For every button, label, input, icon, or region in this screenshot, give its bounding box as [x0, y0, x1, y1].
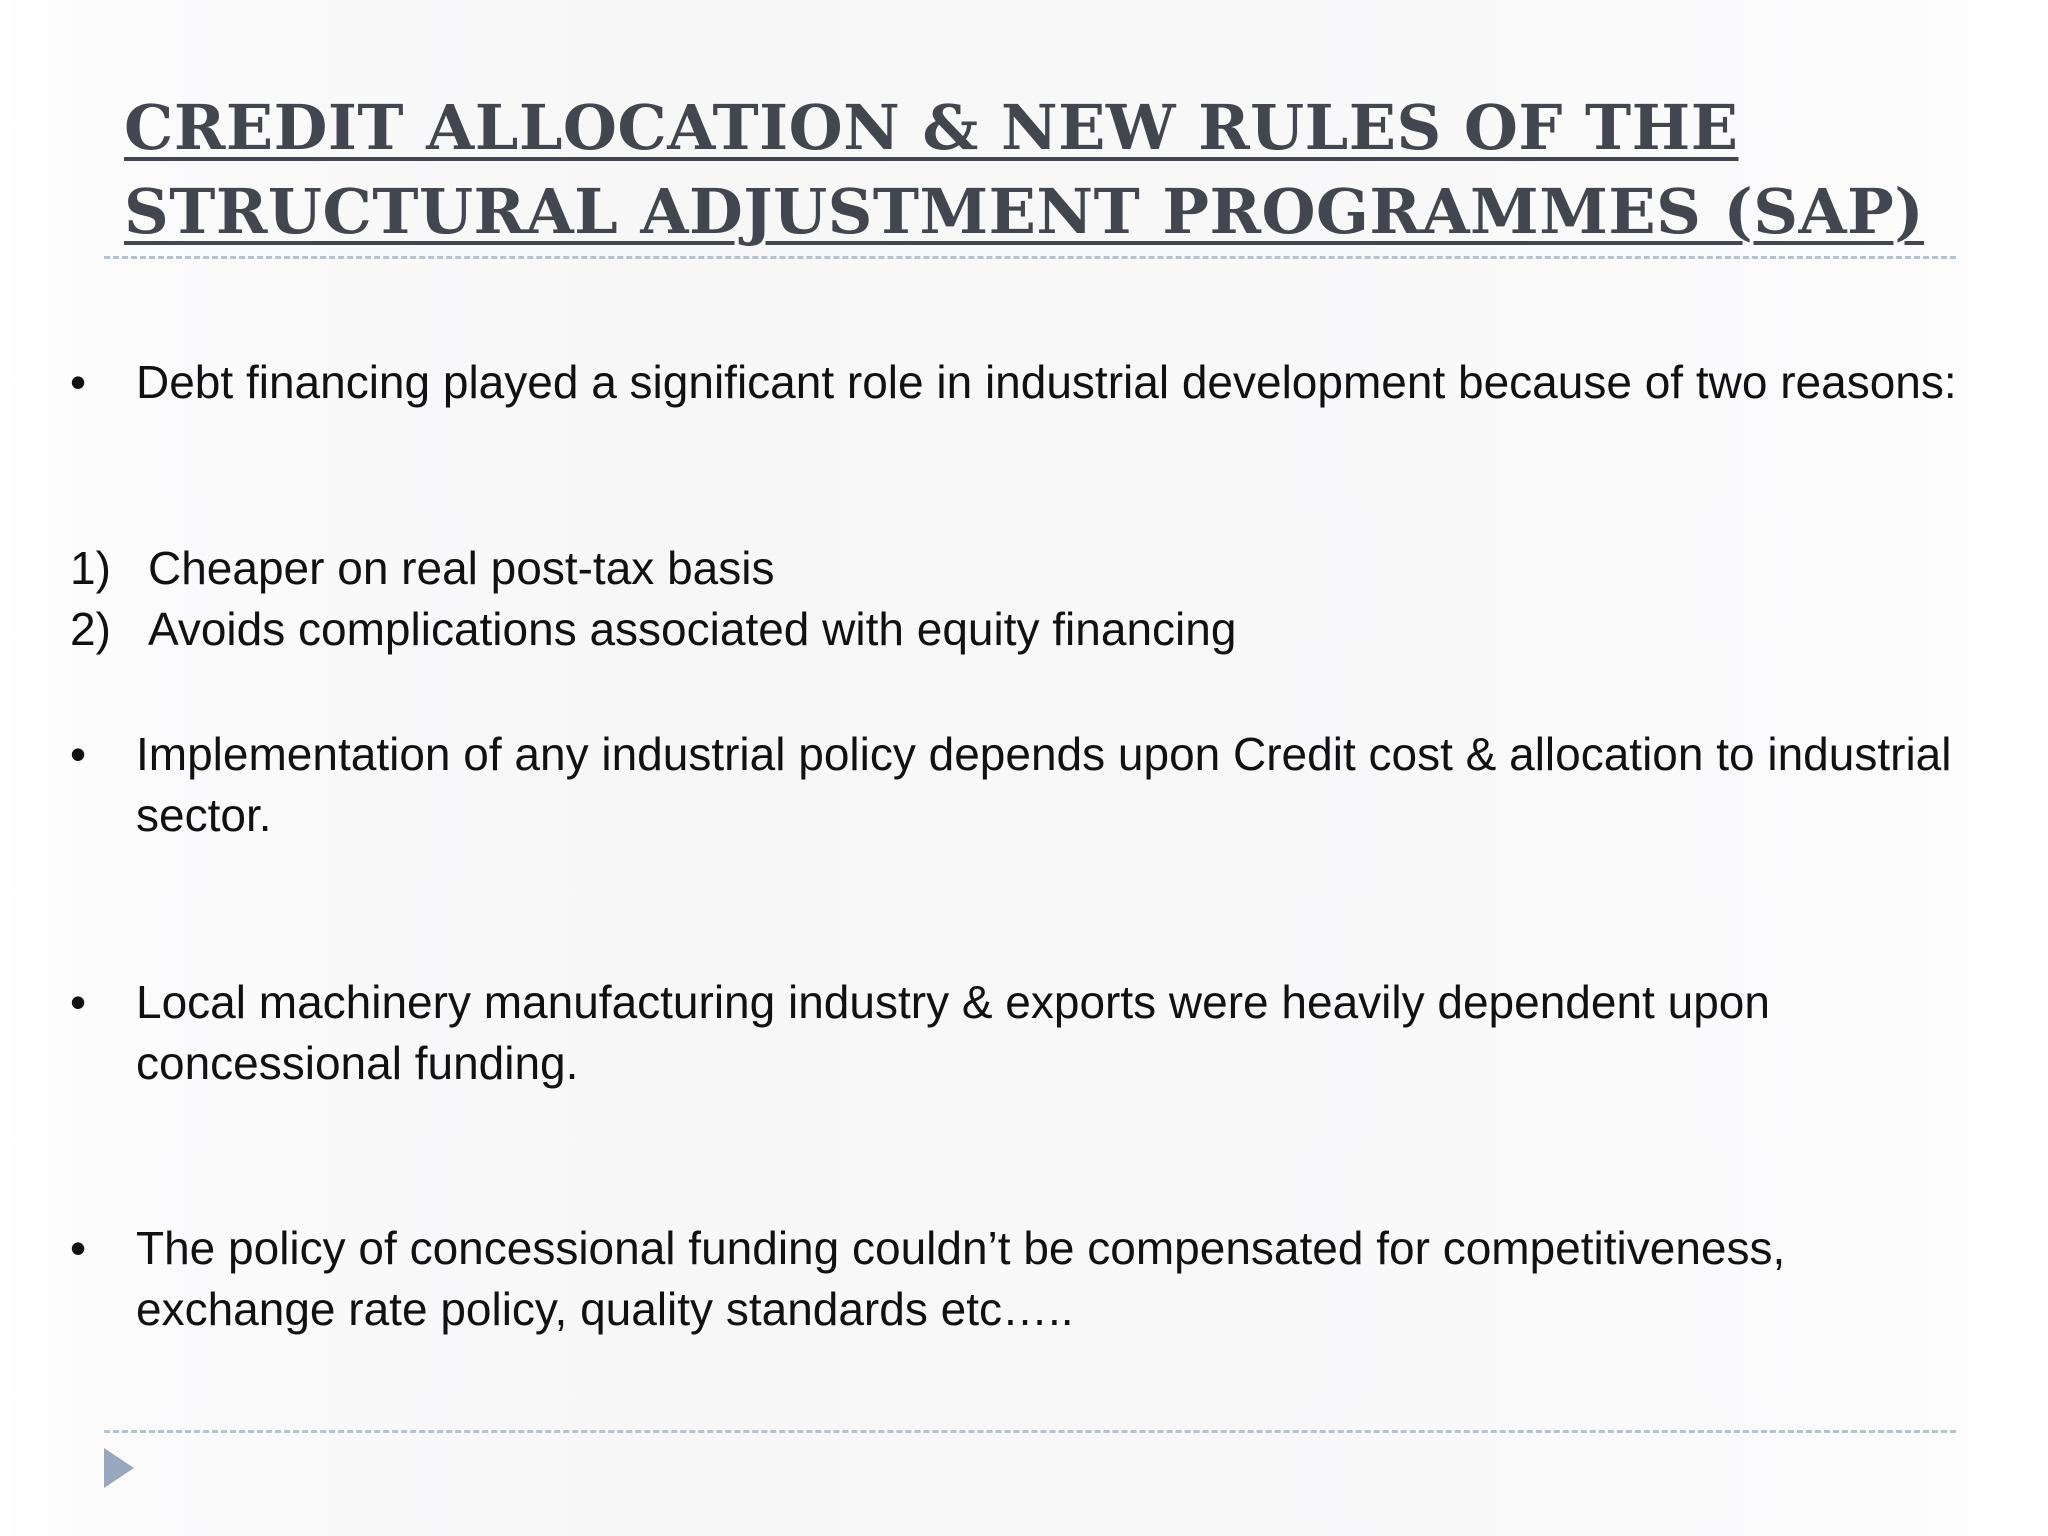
numbered-text: Cheaper on real post-tax basis	[148, 542, 775, 594]
bottom-divider	[104, 1430, 1956, 1433]
number-marker: 2)	[70, 603, 111, 655]
top-divider	[104, 256, 1956, 259]
bullet-marker: •	[70, 728, 87, 780]
numbered-item-2	[70, 599, 1970, 660]
bullet-text: Local machinery manufacturing industry & exports were heavily dependent upon concessional funding.	[136, 976, 1770, 1089]
title-line-2: STRUCTURAL ADJUSTMENT PROGRAMMES (SAP)	[124, 175, 1925, 248]
number-marker: 1)	[70, 542, 111, 594]
bullet-item-concessional-policy	[70, 1218, 1970, 1340]
numbered-item-1	[70, 538, 1970, 599]
title-line-1: CREDIT ALLOCATION & NEW RULES OF THE	[124, 91, 1739, 164]
play-arrow-icon[interactable]	[102, 1446, 136, 1490]
bullet-item-local-machinery	[70, 972, 1970, 1094]
bullet-text: The policy of concessional funding couldn’t be compensated for competitiveness, exchange rate policy, quality standards etc…..	[136, 1222, 1786, 1335]
numbered-text: Avoids complications associated with equity financing	[148, 603, 1237, 655]
slide-title	[124, 86, 1984, 254]
bullet-item-implementation	[70, 724, 1970, 846]
bullet-marker: •	[70, 976, 87, 1028]
bullet-text: Debt financing played a significant role in industrial development because of two reasons:	[136, 356, 1957, 408]
bullet-marker: •	[70, 356, 87, 408]
bullet-text: Implementation of any industrial policy depends upon Credit cost & allocation to industrial sector.	[136, 728, 1952, 841]
bullet-item-debt-financing	[70, 352, 1970, 413]
bullet-marker: •	[70, 1222, 87, 1274]
